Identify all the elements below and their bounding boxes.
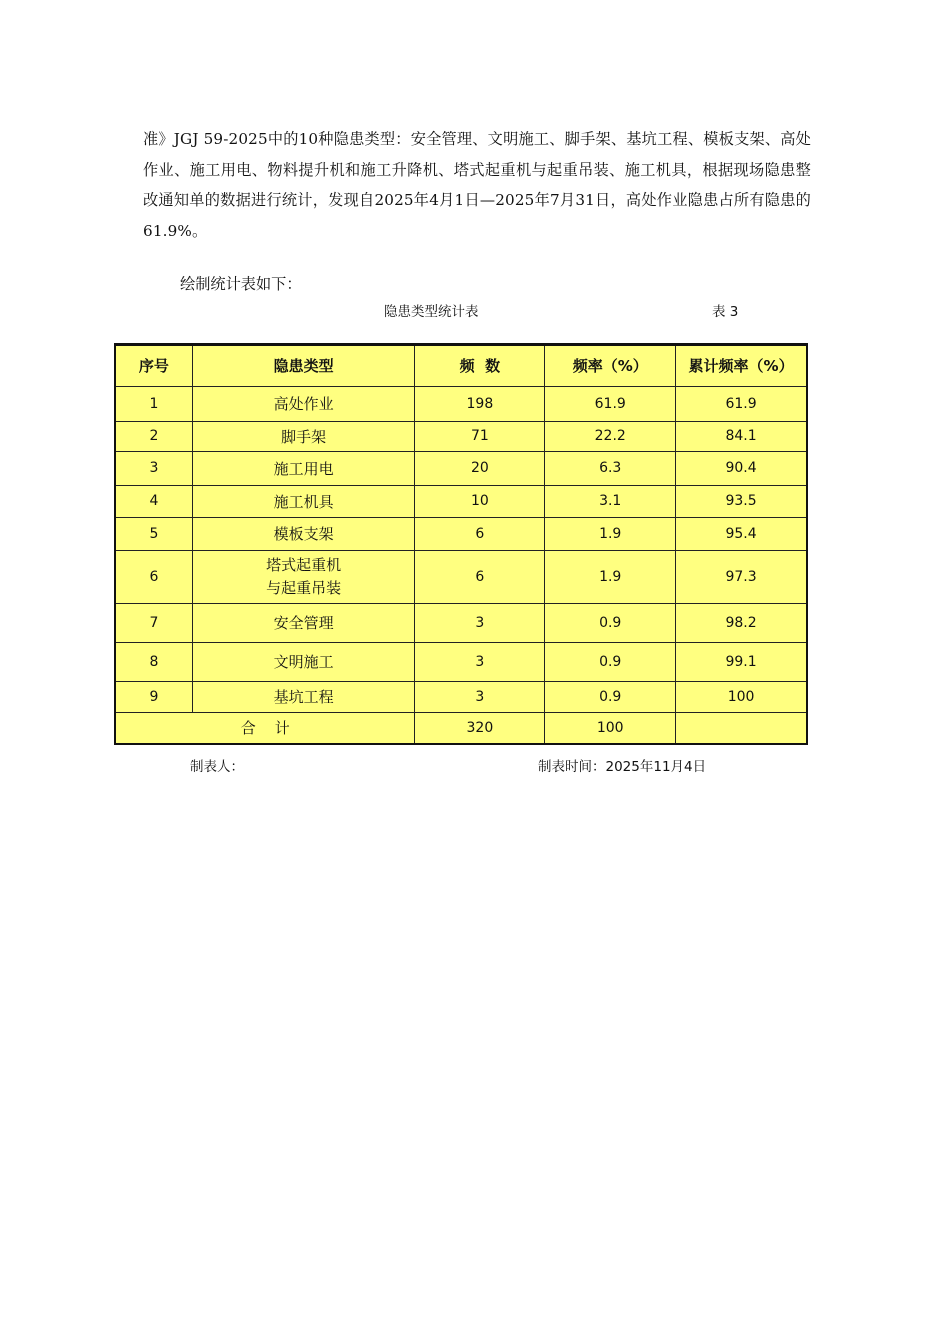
header-count: 频 数 [415,345,545,386]
cell-no: 1 [116,386,193,421]
cell-count: 198 [415,386,545,421]
header-cum: 累计频率（%） [676,345,807,386]
paragraph-text: 准》JGJ 59-2025中的10种隐患类型：安全管理、文明施工、脚手架、基坑工程、模板支架、高处作业、施工用电、物料提升机和施工升降机、塔式起重机与起重吊装、施工机具，根据现场隐患整改通知单的数据进行统计，发现自2025年4月1日—2025年7月31日，高处作业隐患占所有隐患的61.9%。 [143,130,811,241]
cell-cum: 61.9 [676,386,807,421]
cell-no: 5 [116,517,193,550]
table-row [116,451,807,485]
cell-cum: 95.4 [676,517,807,550]
table-row [116,681,807,712]
cell-freq: 1.9 [545,517,676,550]
table-row [116,517,807,550]
cell-freq: 61.9 [545,386,676,421]
cell-count: 6 [415,550,545,603]
cell-type: 高处作业 [192,386,415,421]
cell-freq: 3.1 [545,485,676,517]
table-intro: 绘制统计表如下： [180,275,302,293]
cell-freq: 6.3 [545,451,676,485]
cell-no: 9 [116,681,193,712]
table-row [116,603,807,642]
cell-count: 6 [415,517,545,550]
cell-type: 施工用电 [192,451,415,485]
cell-type: 脚手架 [192,421,415,451]
cell-cum: 93.5 [676,485,807,517]
cell-no: 6 [116,550,193,603]
cell-count: 3 [415,642,545,681]
table-maker: 制表人： [190,759,244,775]
cell-no: 4 [116,485,193,517]
total-freq: 100 [545,712,676,743]
cell-type: 基坑工程 [192,681,415,712]
cell-type: 施工机具 [192,485,415,517]
hazard-stats-table [115,344,807,744]
header-no: 序号 [116,345,193,386]
cell-count: 3 [415,681,545,712]
total-label: 合 计 [116,712,415,743]
cell-type: 文明施工 [192,642,415,681]
table-row [116,642,807,681]
cell-freq: 22.2 [545,421,676,451]
table-row [116,550,807,603]
cell-freq: 1.9 [545,550,676,603]
cell-freq: 0.9 [545,681,676,712]
cell-type-line: 塔式起重机 [266,555,342,574]
cell-freq: 0.9 [545,642,676,681]
table-row [116,485,807,517]
total-cum [676,712,807,743]
table-row [116,421,807,451]
cell-no: 7 [116,603,193,642]
header-type: 隐患类型 [192,345,415,386]
cell-no: 8 [116,642,193,681]
table-total-row [116,712,807,743]
total-count: 320 [415,712,545,743]
cell-cum: 98.2 [676,603,807,642]
cell-type: 安全管理 [192,603,415,642]
cell-cum: 100 [676,681,807,712]
cell-count: 3 [415,603,545,642]
cell-type [192,550,415,603]
cell-cum: 84.1 [676,421,807,451]
table-title: 隐患类型统计表 [384,304,479,320]
table-date: 制表时间：2025年11月4日 [538,759,707,775]
cell-cum: 99.1 [676,642,807,681]
cell-no: 3 [116,451,193,485]
cell-type: 模板支架 [192,517,415,550]
cell-count: 71 [415,421,545,451]
cell-count: 10 [415,485,545,517]
table-header-row [116,345,807,386]
cell-cum: 90.4 [676,451,807,485]
cell-count: 20 [415,451,545,485]
cell-freq: 0.9 [545,603,676,642]
body-paragraph [143,124,811,247]
table-number: 表 3 [712,304,739,320]
cell-type-line: 与起重吊装 [266,578,342,597]
cell-no: 2 [116,421,193,451]
cell-cum: 97.3 [676,550,807,603]
header-freq: 频率（%） [545,345,676,386]
table-row [116,386,807,421]
